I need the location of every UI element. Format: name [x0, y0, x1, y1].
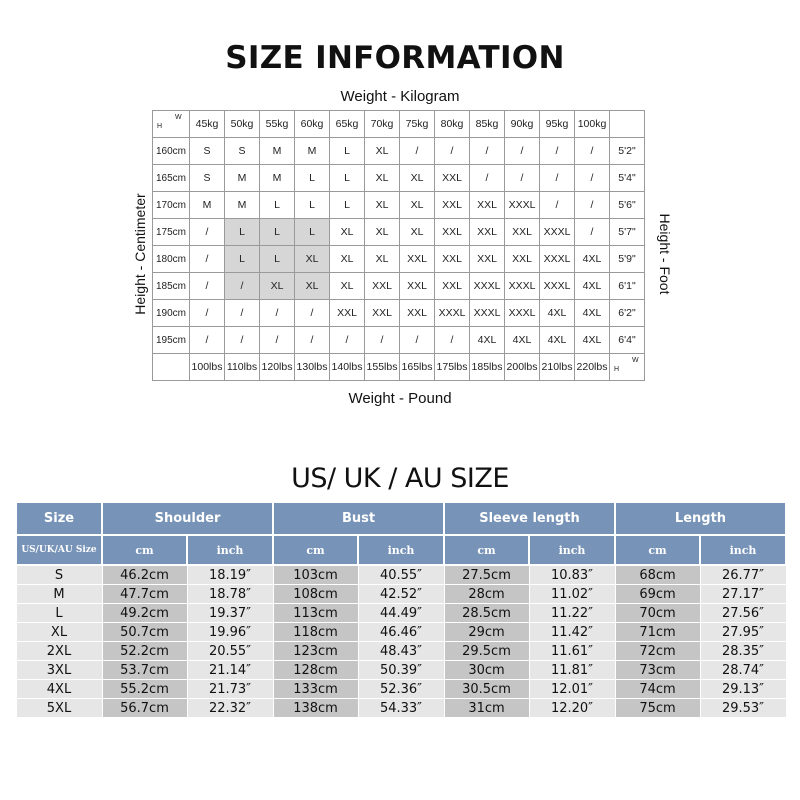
bust-inch-cell: 44.49″: [358, 604, 444, 623]
bust-cm-cell: 123cm: [273, 642, 358, 661]
shoulder-cm-cell: 50.7cm: [102, 623, 187, 642]
size-cell: /: [190, 273, 225, 300]
size-cell: XXXL: [435, 300, 470, 327]
size-cell: 4XL: [575, 327, 610, 354]
size-cell: /: [260, 300, 295, 327]
shoulder-inch-cell: 20.55″: [187, 642, 273, 661]
size-cell: /: [225, 327, 260, 354]
length-inch-cell: 29.53″: [700, 699, 786, 718]
size-cell: /: [470, 138, 505, 165]
sleeve-inch-cell: 11.81″: [529, 661, 615, 680]
size-cell: M: [260, 138, 295, 165]
length-cm-cell: 68cm: [615, 565, 700, 585]
size-cell: L: [295, 165, 330, 192]
size-cell: /: [225, 273, 260, 300]
cm-label-cell: 190cm: [153, 300, 190, 327]
size-cell: /: [190, 219, 225, 246]
size-cell: 4XL: [505, 327, 540, 354]
lbs-footer-cell: 155lbs: [365, 354, 400, 381]
size-cell: /: [190, 300, 225, 327]
size-cell: XXL: [470, 246, 505, 273]
length-inch-cell: 29.13″: [700, 680, 786, 699]
height-row: [153, 300, 645, 327]
weight-pound-label: Weight - Pound: [348, 390, 452, 407]
bust-cm-cell: 118cm: [273, 623, 358, 642]
size-cell: /: [575, 219, 610, 246]
size-cell: L: [330, 165, 365, 192]
size-cell: 4XL: [470, 327, 505, 354]
height-row: [153, 138, 645, 165]
bust-cm-cell: 108cm: [273, 585, 358, 604]
length-inch-cell: 27.17″: [700, 585, 786, 604]
size-cell: XL: [330, 246, 365, 273]
size-cell: /: [435, 327, 470, 354]
size-cell: XXXL: [540, 273, 575, 300]
shoulder-cm-cell: 56.7cm: [102, 699, 187, 718]
sleeve-cm-cell: 28cm: [444, 585, 529, 604]
size-cell: L: [225, 219, 260, 246]
subheader-length-cm: cm: [615, 535, 700, 565]
size-cell: /: [575, 165, 610, 192]
size-cell: XL: [365, 246, 400, 273]
header-sleeve-length: Sleeve length: [444, 502, 615, 535]
lbs-footer-cell: 140lbs: [330, 354, 365, 381]
size-cell: XL: [295, 246, 330, 273]
size-cell: /: [190, 327, 225, 354]
kg-header-cell: 70kg: [365, 111, 400, 138]
garment-measurement-table: [15, 501, 787, 718]
grid-corner-bottom: [610, 354, 645, 381]
size-information-title: SIZE INFORMATION: [225, 40, 565, 76]
size-cell: XXL: [330, 300, 365, 327]
lbs-footer-cell: 220lbs: [575, 354, 610, 381]
kg-header-cell: 100kg: [575, 111, 610, 138]
size-cell: XL: [260, 273, 295, 300]
subheader-length-inch: inch: [700, 535, 786, 565]
header-length: Length: [615, 502, 786, 535]
length-inch-cell: 28.74″: [700, 661, 786, 680]
subheader-shoulder-inch: inch: [187, 535, 273, 565]
lbs-footer-cell: 175lbs: [435, 354, 470, 381]
size-cell: XXL: [435, 192, 470, 219]
size-cell: L: [330, 138, 365, 165]
size-cell: S: [190, 165, 225, 192]
size-cell: L: [260, 219, 295, 246]
kg-header-cell: 95kg: [540, 111, 575, 138]
cm-label-cell: 180cm: [153, 246, 190, 273]
size-cell: /: [295, 300, 330, 327]
sleeve-cm-cell: 29cm: [444, 623, 529, 642]
sleeve-cm-cell: 29.5cm: [444, 642, 529, 661]
size-cell: /: [505, 165, 540, 192]
weight-kilogram-label: Weight - Kilogram: [340, 88, 460, 105]
height-row: [153, 192, 645, 219]
length-cm-cell: 70cm: [615, 604, 700, 623]
lbs-footer-row: [153, 354, 645, 381]
size-cell: XL: [365, 165, 400, 192]
sleeve-inch-cell: 12.01″: [529, 680, 615, 699]
size-cell: XL: [400, 165, 435, 192]
size-cell: 4XL: [575, 300, 610, 327]
lbs-footer-cell: 200lbs: [505, 354, 540, 381]
size-cell: /: [295, 327, 330, 354]
table-row: [16, 565, 786, 585]
sleeve-cm-cell: 27.5cm: [444, 565, 529, 585]
bust-inch-cell: 52.36″: [358, 680, 444, 699]
size-cell: /: [540, 165, 575, 192]
foot-label-cell: 5'4": [610, 165, 645, 192]
size-cell: L: [260, 192, 295, 219]
size-cell: XXXL: [505, 192, 540, 219]
kg-header-cell: 90kg: [505, 111, 540, 138]
kg-header-cell: 55kg: [260, 111, 295, 138]
length-inch-cell: 26.77″: [700, 565, 786, 585]
shoulder-cm-cell: 53.7cm: [102, 661, 187, 680]
size-cell: XXL: [435, 246, 470, 273]
size-cell: XXL: [365, 273, 400, 300]
height-row: [153, 219, 645, 246]
size-cell: /: [540, 192, 575, 219]
bust-cm-cell: 133cm: [273, 680, 358, 699]
size-cell: M: [225, 165, 260, 192]
height-row: [153, 327, 645, 354]
size-cell: XXL: [505, 219, 540, 246]
kg-header-row: [153, 111, 645, 138]
foot-label-cell: 5'6": [610, 192, 645, 219]
size-cell: L: [225, 246, 260, 273]
bust-inch-cell: 48.43″: [358, 642, 444, 661]
lbs-footer-cell: 185lbs: [470, 354, 505, 381]
foot-label-cell: 6'2": [610, 300, 645, 327]
table-row: [16, 623, 786, 642]
size-cell: 2XL: [16, 642, 102, 661]
sleeve-cm-cell: 30.5cm: [444, 680, 529, 699]
size-cell: /: [190, 246, 225, 273]
subheader-shoulder-cm: cm: [102, 535, 187, 565]
kg-header-cell: 85kg: [470, 111, 505, 138]
shoulder-inch-cell: 18.78″: [187, 585, 273, 604]
table-row: [16, 642, 786, 661]
table-row: [16, 585, 786, 604]
size-cell: 4XL: [540, 327, 575, 354]
bust-cm-cell: 113cm: [273, 604, 358, 623]
size-cell: /: [365, 327, 400, 354]
shoulder-inch-cell: 19.96″: [187, 623, 273, 642]
kg-header-cell: 50kg: [225, 111, 260, 138]
cm-label-cell: 165cm: [153, 165, 190, 192]
shoulder-inch-cell: 18.19″: [187, 565, 273, 585]
height-row: [153, 246, 645, 273]
length-inch-cell: 27.56″: [700, 604, 786, 623]
sleeve-inch-cell: 11.22″: [529, 604, 615, 623]
height-row: [153, 273, 645, 300]
size-cell: M: [190, 192, 225, 219]
size-cell: M: [295, 138, 330, 165]
lbs-footer-cell: 120lbs: [260, 354, 295, 381]
empty-cell: [153, 354, 190, 381]
bust-inch-cell: 46.46″: [358, 623, 444, 642]
size-cell: XXXL: [470, 300, 505, 327]
size-cell: XL: [365, 138, 400, 165]
size-cell: XXXL: [505, 273, 540, 300]
header-size: Size: [16, 502, 102, 535]
size-cell: XL: [295, 273, 330, 300]
cm-label-cell: 185cm: [153, 273, 190, 300]
kg-header-cell: 45kg: [190, 111, 225, 138]
size-cell: XXL: [505, 246, 540, 273]
foot-label-cell: 5'9": [610, 246, 645, 273]
corner-h-label: H: [157, 123, 163, 130]
lbs-footer-cell: 100lbs: [190, 354, 225, 381]
cm-label-cell: 170cm: [153, 192, 190, 219]
size-cell: /: [400, 138, 435, 165]
shoulder-cm-cell: 55.2cm: [102, 680, 187, 699]
size-cell: 3XL: [16, 661, 102, 680]
table-row: [16, 680, 786, 699]
cm-label-cell: 160cm: [153, 138, 190, 165]
size-cell: XXL: [400, 273, 435, 300]
cm-label-cell: 195cm: [153, 327, 190, 354]
size-cell: /: [575, 138, 610, 165]
bust-inch-cell: 50.39″: [358, 661, 444, 680]
foot-label-cell: 5'7": [610, 219, 645, 246]
bust-cm-cell: 138cm: [273, 699, 358, 718]
lbs-footer-cell: 110lbs: [225, 354, 260, 381]
sleeve-inch-cell: 10.83″: [529, 565, 615, 585]
size-cell: XXL: [435, 273, 470, 300]
length-cm-cell: 74cm: [615, 680, 700, 699]
shoulder-cm-cell: 52.2cm: [102, 642, 187, 661]
subheader-sleeve-cm: cm: [444, 535, 529, 565]
shoulder-inch-cell: 21.14″: [187, 661, 273, 680]
size-cell: L: [260, 246, 295, 273]
shoulder-inch-cell: 22.32″: [187, 699, 273, 718]
size-cell: /: [225, 300, 260, 327]
size-cell: XXL: [470, 192, 505, 219]
sleeve-inch-cell: 11.61″: [529, 642, 615, 661]
foot-label-cell: 6'1": [610, 273, 645, 300]
size-cell: XL: [330, 273, 365, 300]
foot-label-cell: 6'4": [610, 327, 645, 354]
sleeve-cm-cell: 31cm: [444, 699, 529, 718]
size-cell: XL: [365, 219, 400, 246]
size-cell: /: [435, 138, 470, 165]
length-inch-cell: 27.95″: [700, 623, 786, 642]
size-cell: /: [330, 327, 365, 354]
size-cell: /: [575, 192, 610, 219]
size-cell: XXL: [400, 300, 435, 327]
size-cell: XL: [400, 192, 435, 219]
size-cell: XXL: [365, 300, 400, 327]
size-cell: XL: [16, 623, 102, 642]
size-cell: 4XL: [16, 680, 102, 699]
corner-w-label: W: [632, 357, 639, 364]
subheader-bust-inch: inch: [358, 535, 444, 565]
size-cell: /: [470, 165, 505, 192]
sleeve-inch-cell: 11.42″: [529, 623, 615, 642]
size-cell: M: [225, 192, 260, 219]
length-cm-cell: 73cm: [615, 661, 700, 680]
bust-inch-cell: 40.55″: [358, 565, 444, 585]
length-inch-cell: 28.35″: [700, 642, 786, 661]
size-cell: XXXL: [540, 246, 575, 273]
subheader-sleeve-inch: inch: [529, 535, 615, 565]
height-row: [153, 165, 645, 192]
corner-h-label: H: [614, 366, 620, 373]
size-cell: 5XL: [16, 699, 102, 718]
size-cell: L: [295, 192, 330, 219]
length-cm-cell: 71cm: [615, 623, 700, 642]
sleeve-cm-cell: 28.5cm: [444, 604, 529, 623]
kg-header-cell: 80kg: [435, 111, 470, 138]
table-row: [16, 604, 786, 623]
header-bust: Bust: [273, 502, 444, 535]
lbs-footer-cell: 210lbs: [540, 354, 575, 381]
height-weight-size-grid: [152, 110, 645, 381]
shoulder-inch-cell: 21.73″: [187, 680, 273, 699]
bust-cm-cell: 103cm: [273, 565, 358, 585]
size-cell: /: [540, 138, 575, 165]
size-cell: 4XL: [575, 246, 610, 273]
size-cell: /: [260, 327, 295, 354]
us-uk-au-size-title: US/ UK / AU SIZE: [291, 463, 509, 494]
corner-w-label: W: [175, 114, 182, 121]
subheader-us-uk-au-size: US/UK/AU Size: [16, 535, 102, 565]
size-cell: XXXL: [540, 219, 575, 246]
size-cell: XXL: [400, 246, 435, 273]
table-row: [16, 661, 786, 680]
size-cell: XL: [365, 192, 400, 219]
length-cm-cell: 69cm: [615, 585, 700, 604]
sleeve-inch-cell: 12.20″: [529, 699, 615, 718]
size-cell: XL: [400, 219, 435, 246]
size-cell: XXL: [470, 219, 505, 246]
subheader-bust-cm: cm: [273, 535, 358, 565]
sleeve-cm-cell: 30cm: [444, 661, 529, 680]
foot-label-cell: 5'2": [610, 138, 645, 165]
size-cell: /: [505, 138, 540, 165]
size-cell: L: [295, 219, 330, 246]
size-cell: XL: [330, 219, 365, 246]
size-cell: XXXL: [505, 300, 540, 327]
bust-inch-cell: 54.33″: [358, 699, 444, 718]
lbs-footer-cell: 130lbs: [295, 354, 330, 381]
size-cell: S: [16, 565, 102, 585]
height-centimeter-label: Height - Centimeter: [132, 193, 148, 315]
size-cell: L: [330, 192, 365, 219]
bust-inch-cell: 42.52″: [358, 585, 444, 604]
kg-header-cell: 65kg: [330, 111, 365, 138]
bust-cm-cell: 128cm: [273, 661, 358, 680]
shoulder-cm-cell: 46.2cm: [102, 565, 187, 585]
size-cell: 4XL: [540, 300, 575, 327]
height-foot-label: Height - Foot: [657, 213, 673, 295]
lbs-footer-cell: 165lbs: [400, 354, 435, 381]
length-cm-cell: 72cm: [615, 642, 700, 661]
size-cell: 4XL: [575, 273, 610, 300]
size-cell: S: [190, 138, 225, 165]
kg-header-cell: 75kg: [400, 111, 435, 138]
size-cell: L: [16, 604, 102, 623]
kg-header-cell: 60kg: [295, 111, 330, 138]
empty-cell: [610, 111, 645, 138]
sleeve-inch-cell: 11.02″: [529, 585, 615, 604]
shoulder-cm-cell: 47.7cm: [102, 585, 187, 604]
size-cell: XXL: [435, 165, 470, 192]
shoulder-cm-cell: 49.2cm: [102, 604, 187, 623]
shoulder-inch-cell: 19.37″: [187, 604, 273, 623]
size-cell: XXXL: [470, 273, 505, 300]
size-cell: M: [260, 165, 295, 192]
size-cell: M: [16, 585, 102, 604]
size-cell: S: [225, 138, 260, 165]
header-shoulder: Shoulder: [102, 502, 273, 535]
size-cell: /: [400, 327, 435, 354]
grid-corner-top: [153, 111, 190, 138]
length-cm-cell: 75cm: [615, 699, 700, 718]
cm-label-cell: 175cm: [153, 219, 190, 246]
table-row: [16, 699, 786, 718]
size-cell: XXL: [435, 219, 470, 246]
